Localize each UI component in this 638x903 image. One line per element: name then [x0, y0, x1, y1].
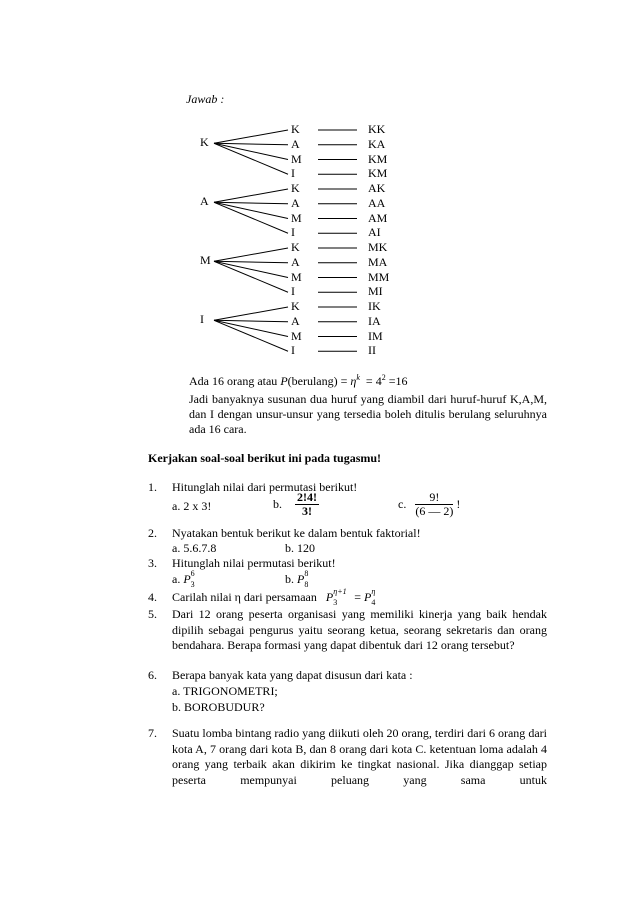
q1-b-label: b. — [273, 497, 282, 511]
q5-text: Dari 12 orang peserta organisasi yang memiliki kinerja yang baik hendak dipilih sebagai pengurus yaitu seorang ketua, seorang sekretaris dan orang bendahara. Berapa formasi yang dapat dibentuk dari 12 orang tersebut? — [172, 607, 547, 652]
tree-branch-letter: M — [291, 210, 302, 225]
tree-branch-line — [214, 320, 288, 321]
tree-branch-letter: K — [291, 181, 300, 195]
q7-text: Suatu lomba bintang radio yang diikuti oleh 20 orang, terdiri dari 6 orang dari kota A, 7 orang dari kota B, dan 8 orang dari kota C. ketentuan loma adalah 4 orang yang terbaik akan dikirim ke tingkat nasional. Jika dianggap setiap peserta mempunyai peluang yang sama untuk — [172, 726, 547, 787]
tree-root-k: K — [200, 135, 209, 150]
formula-eta: η — [350, 374, 357, 388]
q7-number: 7. — [148, 726, 157, 740]
q1-option-c — [398, 491, 460, 518]
tree-branch-letter: A — [291, 313, 300, 328]
tree-pair: KM — [368, 151, 388, 166]
q1-b-numerator: 2!4! — [297, 490, 317, 504]
tree-pair: MK — [368, 240, 388, 254]
tree-branch-letter: K — [291, 240, 300, 254]
q1-text: Hitunglah nilai dari permutasi berikut! — [172, 480, 358, 494]
q3-b-sub: 8 — [304, 580, 309, 590]
q4-text-line — [172, 587, 379, 608]
tree-branch-letter: I — [291, 284, 295, 299]
tree-branch-letter: A — [291, 254, 300, 269]
tree-branch-line — [214, 261, 288, 277]
tree-branch-letter: A — [291, 195, 300, 210]
q3-b-label: b. — [285, 572, 294, 586]
q4-rhs-p: P — [364, 590, 372, 604]
tree-branch-line — [214, 143, 288, 174]
tree-branch-letter: I — [291, 225, 295, 240]
tree-branch-line — [214, 189, 288, 202]
tree-branch-line — [214, 143, 288, 159]
q1-c-numerator: 9! — [415, 491, 453, 505]
q3-a-sup: 6 — [190, 569, 195, 579]
tree-branch-letter: M — [291, 151, 302, 166]
tree-branch-line — [214, 248, 288, 261]
q3-a-label: a. — [172, 572, 181, 586]
tree-pair: KM — [368, 166, 388, 181]
q1-c-denominator: (6 — 2) — [415, 504, 454, 518]
q3-b-sup: 8 — [304, 569, 309, 579]
tree-pair: MA — [368, 254, 388, 269]
q1-option-a: a. 2 x 3! — [172, 499, 212, 513]
q1-c-fraction — [415, 491, 453, 518]
q3-number: 3. — [148, 556, 157, 570]
q6-text: Berapa banyak kata yang dapat disusun dari kata : — [172, 668, 413, 682]
tree-pair: AK — [368, 181, 386, 195]
answer-label: Jawab : — [186, 92, 225, 106]
formula-prefix: Ada 16 orang atau — [189, 374, 281, 388]
tree-pair: MM — [368, 269, 390, 284]
formula-exp: 2 — [381, 373, 386, 382]
q4-equals: = — [354, 590, 362, 604]
tree-pair: IK — [368, 299, 381, 313]
q4-rhs-sub: 4 — [371, 598, 376, 608]
q4-lhs-sup: η+1 — [333, 587, 347, 597]
q3-option-a — [172, 569, 199, 590]
q4-number: 4. — [148, 590, 157, 604]
tree-branch-line — [214, 130, 288, 143]
tree-branch-line — [214, 143, 288, 144]
tree-root-m: M — [200, 253, 211, 268]
q4-text: Carilah nilai η dari persamaan — [172, 590, 317, 604]
exercise-heading: Kerjakan soal-soal berikut ini pada tugasmu! — [148, 451, 382, 465]
tree-branch-letter: I — [291, 166, 295, 181]
q2-option-a: a. 5.6.7.8 — [172, 541, 217, 555]
tree-root-i: I — [200, 312, 204, 327]
q1-b-denominator: 3! — [302, 504, 312, 518]
q3-text: Hitunglah nilai permutasi berikut! — [172, 556, 336, 570]
q6-number: 6. — [148, 668, 157, 682]
tree-pair: KA — [368, 136, 386, 151]
tree-pair: IM — [368, 328, 383, 343]
q1-number: 1. — [148, 480, 157, 494]
q4-lhs-sub: 3 — [333, 598, 338, 608]
q1-c-suffix: ! — [456, 497, 461, 511]
q1-b-fraction — [295, 491, 319, 518]
tree-pair: IA — [368, 313, 381, 328]
tree-pair: MI — [368, 284, 383, 299]
tree-branch-line — [214, 202, 288, 203]
formula-p: P — [280, 374, 288, 388]
result-formula — [189, 374, 407, 389]
q5-number: 5. — [148, 607, 157, 621]
tree-branch-line — [214, 202, 288, 218]
q2-number: 2. — [148, 526, 157, 540]
result-explanation: Jadi banyaknya susunan dua huruf yang diambil dari huruf-huruf K,A,M, dan I dengan unsur-unsur yang tersedia boleh ditulis berulang seluruhnya ada 16 cara. — [189, 392, 547, 436]
tree-branch-letter: K — [291, 299, 300, 313]
tree-branch-letter: M — [291, 269, 302, 284]
tree-branch-letter: I — [291, 343, 295, 358]
tree-branch-letter: M — [291, 328, 302, 343]
tree-branch-line — [214, 261, 288, 262]
q3-option-b — [285, 569, 312, 590]
tree-branch-letter: K — [291, 122, 300, 136]
q3-b-p: P — [297, 572, 305, 586]
q4-lhs-p: P — [325, 590, 334, 604]
q2-text: Nyatakan bentuk berikut ke dalam bentuk faktorial! — [172, 526, 421, 540]
q6-option-a: a. TRIGONOMETRI; — [172, 684, 278, 698]
tree-branch-letter: A — [291, 136, 300, 151]
tree-branch-line — [214, 202, 288, 233]
q3-a-p: P — [183, 572, 191, 586]
tree-branch-line — [214, 261, 288, 292]
formula-eq2: =16 — [388, 374, 408, 388]
tree-root-a: A — [200, 194, 209, 209]
formula-mid: (berulang) = — [287, 374, 351, 388]
q6-option-b: b. BOROBUDUR? — [172, 700, 265, 714]
formula-eq1: = 4 — [365, 374, 382, 388]
q1-c-label: c. — [398, 497, 407, 511]
tree-pair: KK — [368, 122, 386, 136]
q2-option-b: b. 120 — [285, 541, 315, 555]
tree-pair: AI — [368, 225, 381, 240]
tree-branch-line — [214, 320, 288, 336]
q4-rhs-sup: η — [371, 587, 376, 597]
formula-k: k — [356, 373, 360, 382]
q1-option-b — [273, 491, 319, 518]
tree-pair: II — [368, 343, 376, 358]
q3-a-sub: 3 — [190, 580, 195, 590]
tree-branch-line — [214, 307, 288, 320]
tree-pair: AM — [368, 210, 388, 225]
tree-pair: AA — [368, 195, 386, 210]
tree-branch-line — [214, 320, 288, 351]
